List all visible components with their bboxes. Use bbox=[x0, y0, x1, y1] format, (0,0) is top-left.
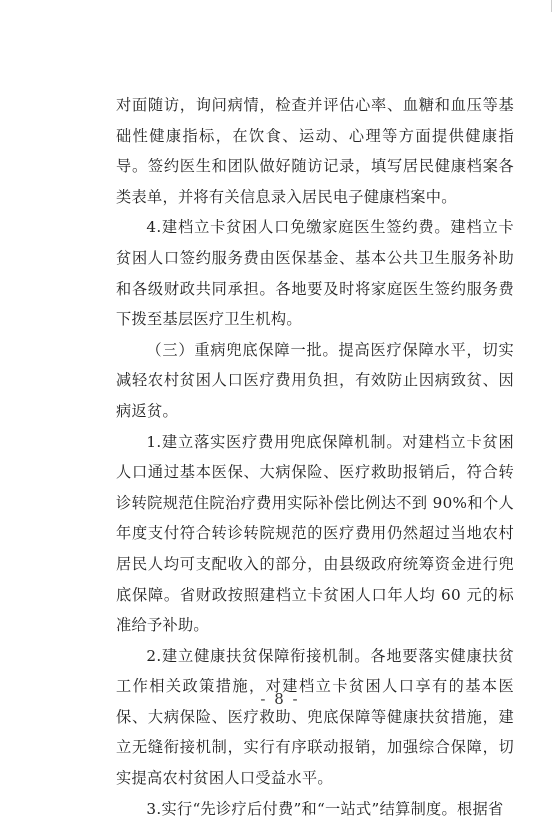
page-number: - 8 - bbox=[260, 690, 300, 708]
paragraph-continuation: 对面随访，询问病情，检查并评估心率、血糖和血压等基础性健康指标，在饮食、运动、心理等方面提供健康指导。签约医生和团队做好随访记录，填写居民健康档案各类表单，并将有关信息录入居民电子健康档案中。 bbox=[116, 96, 514, 206]
paragraph-item-3: 3.实行“先诊疗后付费”和“一站式”结算制度。根据省 bbox=[146, 799, 504, 818]
document-body bbox=[116, 90, 514, 824]
section-heading-3: （三）重病兜底保障一批。提高医疗保障水平，切实减轻农村贫困人口医疗费用负担，有效防止因病致贫、因病返贫。 bbox=[116, 340, 514, 420]
paragraph-item-4: 4.建档立卡贫困人口免缴家庭医生签约费。建档立卡贫困人口签约服务费由医保基金、基本公共卫生服务补助和各级财政共同承担。各地要及时将家庭医生签约服务费下拨至基层医疗卫生机构。 bbox=[116, 218, 514, 329]
margin-mark bbox=[551, 0, 552, 12]
paragraph-item-2: 2.建立健康扶贫保障衔接机制。各地要落实健康扶贫工作相关政策措施，对建档立卡贫困人口享有的基本医保、大病保险、医疗救助、兜底保障等健康扶贫措施，建立无缝衔接机制，实行有序联动报销，加强综合保障，切实提高农村贫困人口受益水平。 bbox=[116, 646, 514, 788]
paragraph-item-1: 1.建立落实医疗费用兜底保障机制。对建档立卡贫困人口通过基本医保、大病保险、医疗救助报销后，符合转诊转院规范住院治疗费用实际补偿比例达不到 90%和个人年度支付符合转诊转院规范的医疗费用仍然超过当地农村居民人均可支配收入的部分，由县级政府统筹资金进行兜底保障。省财政按照建档立卡贫困人口年人均 60 元的标准给予补助。 bbox=[116, 432, 514, 635]
